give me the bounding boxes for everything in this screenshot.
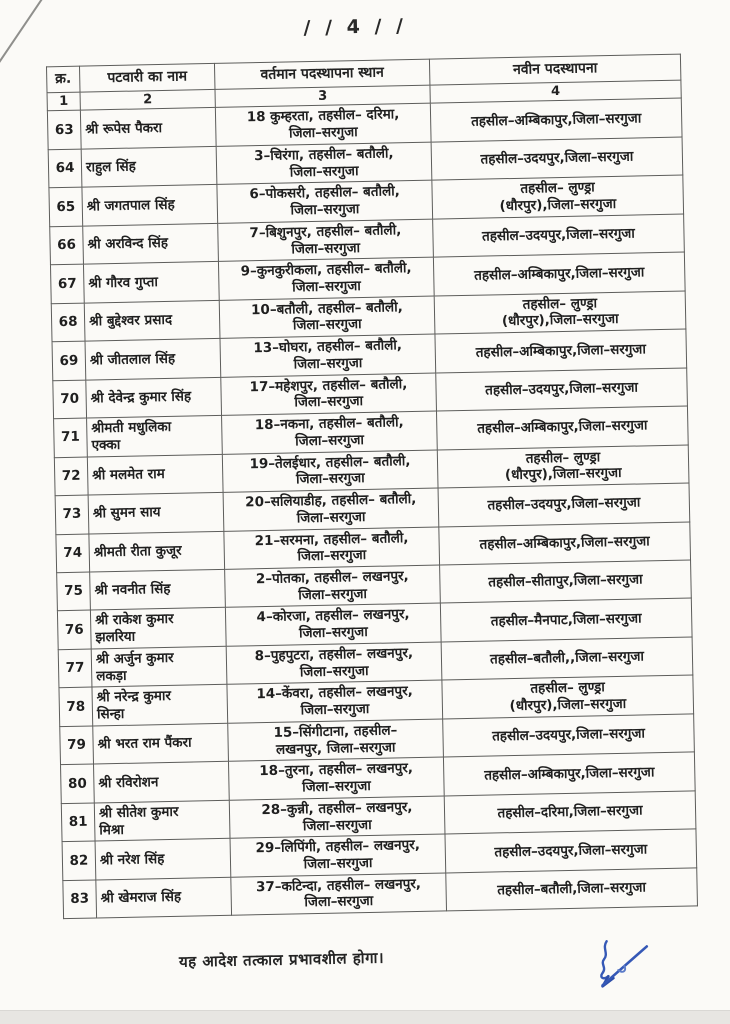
- row-serial: 77: [58, 649, 92, 688]
- new-posting: तहसील–बतौली,,जिला–सरगुजा: [441, 637, 693, 680]
- new-posting: तहसील–अम्बिकापुर,जिला–सरगुजा: [430, 98, 682, 141]
- new-posting: तहसील–अम्बिकापुर,जिला–सरगुजा: [433, 252, 685, 295]
- patwari-name: श्री जगतपाल सिंह: [82, 185, 218, 226]
- new-posting: तहसील– लुण्ड्रा (धौरपुर),जिला–सरगुजा: [442, 675, 694, 718]
- new-posting: तहसील–उदयपुर,जिला–सरगुजा: [438, 483, 690, 526]
- patwari-name: श्री रूपेस पैकरा: [80, 108, 216, 149]
- patwari-name: श्री अरविन्द सिंह: [83, 223, 219, 264]
- new-posting: तहसील–उदयपुर,जिला–सरगुजा: [436, 368, 688, 411]
- current-posting: 10–बतौली, तहसील– बतौली, जिला–सरगुजा: [219, 296, 435, 339]
- current-posting: 17–महेशपुर, तहसील– बतौली, जिला–सरगुजा: [221, 373, 437, 416]
- current-posting: 18–तुरना, तहसील– लखनपुर, जिला–सरगुजा: [228, 757, 444, 800]
- patwari-name: श्री रविरोशन: [94, 762, 230, 803]
- patwari-name: श्री बुद्देश्वर प्रसाद: [84, 300, 220, 341]
- row-serial: 75: [57, 572, 91, 611]
- new-posting: तहसील– लुण्ड्रा (धौरपुर),जिला–सरगुजा: [432, 175, 684, 218]
- new-posting: तहसील–दरिमा,जिला–सरगुजा: [444, 791, 696, 834]
- row-serial: 67: [50, 264, 84, 303]
- patwari-name: श्री गौरव गुप्ता: [83, 262, 219, 303]
- patwari-name: श्री अर्जुन कुमार लकड़ा: [91, 646, 227, 687]
- col-number-3: 3: [215, 85, 430, 107]
- current-posting: 18 कुम्हरता, तहसील– दरिमा, जिला–सरगुजा: [215, 103, 431, 146]
- new-posting: तहसील–अम्बिकापुर,जिला–सरगुजा: [443, 752, 695, 795]
- current-posting: 15–सिंगीटाना, तहसील– लखनपुर, जिला–सरगुजा: [228, 719, 444, 762]
- current-posting: 19–तेलईधार, तहसील– बतौली, जिला–सरगुजा: [222, 450, 438, 493]
- patwari-name: श्री सुमन साय: [88, 492, 224, 533]
- new-posting: तहसील–सीतापुर,जिला–सरगुजा: [440, 560, 692, 603]
- patwari-name: श्री मलमेत राम: [87, 454, 223, 495]
- row-serial: 72: [54, 457, 88, 496]
- patwari-name: श्रीमती मधुलिका एक्का: [87, 415, 223, 456]
- patwari-name: श्री नरेन्द्र कुमार सिन्हा: [92, 685, 228, 726]
- row-serial: 65: [49, 187, 83, 226]
- new-posting: तहसील– लुण्ड्रा (धौरपुर),जिला–सरगुजा: [437, 445, 689, 488]
- row-serial: 70: [53, 380, 87, 419]
- row-serial: 74: [56, 534, 90, 573]
- patwari-name: श्री भरत राम पैंकरा: [93, 723, 229, 764]
- current-posting: 6–पोकसरी, तहसील– बतौली, जिला–सरगुजा: [217, 180, 433, 223]
- current-posting: 8–पुहपुटरा, तहसील– लखनपुर, जिला–सरगुजा: [226, 642, 442, 685]
- new-posting: तहसील–अम्बिकापुर,जिला–सरगुजा: [435, 329, 687, 372]
- row-serial: 69: [52, 341, 86, 380]
- row-serial: 83: [63, 880, 97, 919]
- current-posting: 3–चिरंगा, तहसील– बतौली, जिला–सरगुजा: [216, 142, 432, 185]
- new-posting: तहसील–उदयपुर,जिला–सरगुजा: [443, 714, 695, 757]
- row-serial: 76: [57, 610, 91, 649]
- patwari-name: श्री राकेश कुमार झलरिया: [90, 608, 226, 649]
- new-posting: तहसील– लुण्ड्रा (धौरपुर),जिला–सरगुजा: [434, 291, 686, 334]
- row-serial: 79: [60, 726, 94, 765]
- current-posting: 18–नकना, तहसील– बतौली, जिला–सरगुजा: [222, 411, 438, 454]
- current-posting: 28–कुन्नी, तहसील– लखनपुर, जिला–सरगुजा: [229, 796, 445, 839]
- new-posting: तहसील–उदयपुर,जिला–सरगुजा: [431, 137, 683, 180]
- col-number-2: 2: [80, 90, 215, 111]
- row-serial: 78: [59, 687, 93, 726]
- col-number-4: 4: [430, 80, 681, 103]
- col-header-patwari-name: पटवारी का नाम: [79, 63, 215, 92]
- patwari-name: श्री नरेश सिंह: [95, 839, 231, 880]
- new-posting: तहसील–अम्बिकापुर,जिला–सरगुजा: [439, 521, 691, 564]
- effective-order-note: यह आदेश तत्काल प्रभावशील होगा।: [178, 948, 385, 971]
- new-posting: तहसील–मैनपाट,जिला–सरगुजा: [440, 598, 692, 641]
- current-posting: 7–बिशुनपुर, तहसील– बतौली, जिला–सरगुजा: [218, 219, 434, 262]
- row-serial: 64: [48, 149, 82, 188]
- signature-mark-icon: [584, 930, 663, 998]
- scan-bottom-edge: [0, 1010, 730, 1024]
- patwari-name: श्रीमती रीता कुजूर: [89, 531, 225, 572]
- row-serial: 82: [62, 841, 96, 880]
- current-posting: 20–सलियाडीह, तहसील– बतौली, जिला–सरगुजा: [223, 488, 439, 531]
- current-posting: 9–कुनकुरीकला, तहसील– बतौली, जिला–सरगुजा: [218, 257, 434, 300]
- patwari-name: श्री खेमराज सिंह: [96, 877, 232, 918]
- patwari-name: श्री देवेन्द्र कुमार सिंह: [86, 377, 222, 418]
- new-posting: तहसील–अम्बिकापुर,जिला–सरगुजा: [436, 406, 688, 449]
- patwari-name: श्री नवनीत सिंह: [90, 569, 226, 610]
- current-posting: 13–घोघरा, तहसील– बतौली, जिला–सरगुजा: [220, 334, 436, 377]
- current-posting: 14–केंवरा, तहसील– लखनपुर, जिला–सरगुजा: [227, 680, 443, 723]
- row-serial: 80: [61, 764, 95, 803]
- current-posting: 2–पोतका, तहसील– लखनपुर, जिला–सरगुजा: [225, 565, 441, 608]
- patwari-transfer-table: [46, 54, 698, 920]
- patwari-name: श्री जीतलाल सिंह: [85, 339, 221, 380]
- patwari-name: राहुल सिंह: [81, 146, 217, 187]
- row-serial: 66: [50, 226, 84, 265]
- current-posting: 4–कोरजा, तहसील– लखनपुर, जिला–सरगुजा: [225, 603, 441, 646]
- current-posting: 29–लिपिंगी, तहसील– लखनपुर, जिला–सरगुजा: [230, 834, 446, 877]
- new-posting: तहसील–बतौली,जिला–सरगुजा: [446, 868, 698, 911]
- col-header-current-posting: वर्तमान पदस्थापना स्थान: [214, 59, 429, 90]
- col-header-serial: क्र.: [47, 66, 81, 93]
- new-posting: तहसील–उदयपुर,जिला–सरगुजा: [433, 214, 685, 257]
- col-number-1: 1: [47, 92, 80, 111]
- current-posting: 21–सरमना, तहसील– बतौली, जिला–सरगुजा: [224, 527, 440, 570]
- col-header-new-posting: नवीन पदस्थापना: [429, 54, 680, 85]
- row-serial: 63: [47, 110, 81, 149]
- page-number-marker: / / 4 / /: [303, 15, 408, 40]
- current-posting: 37–कटिन्दा, तहसील– लखनपुर, जिला–सरगुजा: [231, 873, 447, 916]
- row-serial: 73: [55, 495, 89, 534]
- new-posting: तहसील–उदयपुर,जिला–सरगुजा: [445, 829, 697, 872]
- row-serial: 68: [51, 303, 85, 342]
- patwari-name: श्री सीतेश कुमार मिश्रा: [94, 800, 230, 841]
- row-serial: 71: [54, 418, 88, 457]
- row-serial: 81: [61, 803, 95, 842]
